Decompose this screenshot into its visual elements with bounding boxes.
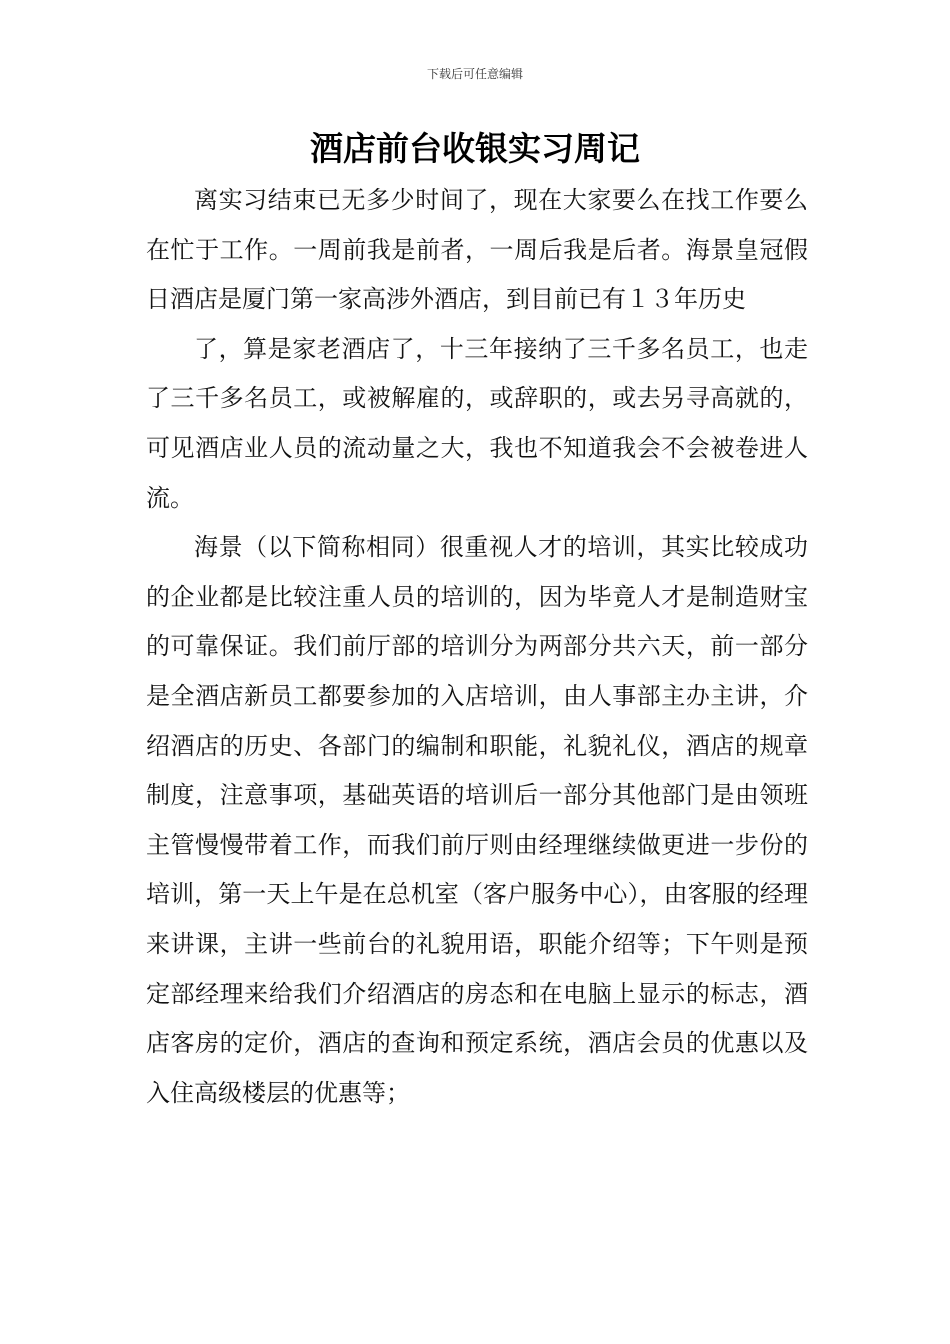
document-body	[146, 176, 808, 1118]
document-title: 酒店前台收银实习周记	[310, 129, 640, 168]
header-note: 下载后可任意编辑	[426, 67, 523, 81]
paragraph-3: 海景（以下简称相同）很重视人才的培训，其实比较成功的企业都是比较注重人员的培训的，因为毕竟人才是制造财宝的可靠保证。我们前厅部的培训分为两部分共六天，前一部分是全酒店新员工都要参加的入店培训，由人事部主办主讲，介绍酒店的历史、各部门的编制和职能，礼貌礼仪，酒店的规章制度，注意事项，基础英语的培训后一部分其他部门是由领班主管慢慢带着工作，而我们前厅则由经理继续做更进一步份的培训，第一天上午是在总机室（客户服务中心），由客服的经理来讲课，主讲一些前台的礼貌用语，职能介绍等；下午则是预定部经理来给我们介绍酒店的房态和在电脑上显示的标志，酒店客房的定价，酒店的查询和预定系统，酒店会员的优惠以及入住高级楼层的优惠等；	[146, 533, 808, 1107]
paragraph-2: 了，算是家老酒店了，十三年接纳了三千多名员工，也走了三千多名员工，或被解雇的，或辞职的，或去另寻高就的，可见酒店业人员的流动量之大，我也不知道我会不会被卷进人流。	[146, 334, 808, 512]
paragraph-1: 离实习结束已无多少时间了，现在大家要么在找工作要么在忙于工作。一周前我是前者，一周后我是后者。海景皇冠假日酒店是厦门第一家高涉外酒店，到目前已有１３年历史	[146, 186, 808, 314]
